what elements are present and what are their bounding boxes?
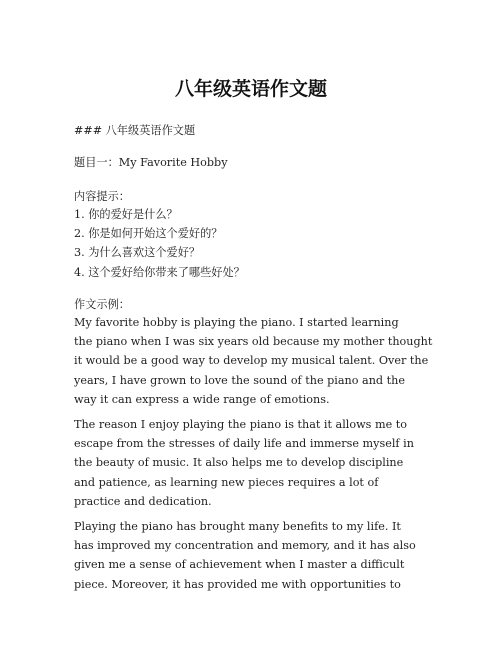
hints-list	[74, 205, 430, 282]
essay-paragraph-3	[74, 517, 430, 594]
hint-item: 4. 这个爱好给你带来了哪些好处？	[74, 265, 245, 279]
paragraph-line: years, I have grown to love the sound of the piano and the	[74, 373, 405, 387]
document-title: 八年级英语作文题	[174, 78, 327, 100]
hint-item: 2. 你是如何开始这个爱好的？	[74, 227, 223, 241]
essay-paragraph-1	[74, 313, 433, 409]
example-label: 作文示例：	[74, 298, 130, 311]
markdown-heading: ### 八年级英语作文题	[74, 124, 196, 137]
hint-item: 3. 为什么喜欢这个爱好？	[74, 246, 201, 260]
paragraph-line: the beauty of music. It also helps me to develop discipline	[74, 456, 404, 470]
paragraph-line: Playing the piano has brought many benefits to my life. It	[74, 520, 401, 533]
paragraph-line: My favorite hobby is playing the piano. I started learning	[74, 316, 399, 329]
hint-item: 1. 你的爱好是什么？	[74, 208, 178, 221]
paragraph-line: given me a sense of achievement when I master a difficult	[74, 558, 405, 572]
paragraph-line: piece. Moreover, it has provided me with opportunities to	[74, 577, 401, 591]
paragraph-line: The reason I enjoy playing the piano is that it allows me to	[74, 418, 407, 431]
paragraph-line: the piano when I was six years old because my mother thought	[74, 335, 433, 349]
paragraph-line: and patience, as learning new pieces requires a lot of	[74, 475, 379, 489]
essay-topic: 题目一：My Favorite Hobby	[74, 156, 228, 169]
hints-label: 内容提示：	[74, 190, 130, 203]
paragraph-line: escape from the stresses of daily life and immerse myself in	[74, 437, 414, 451]
paragraph-line: way it can express a wide range of emotions.	[74, 392, 330, 406]
paragraph-line: has improved my concentration and memory, and it has also	[74, 539, 416, 553]
essay-paragraph-2	[74, 415, 430, 511]
paragraph-line: it would be a good way to develop my musical talent. Over the	[74, 354, 429, 368]
paragraph-line: practice and dedication.	[74, 494, 212, 508]
